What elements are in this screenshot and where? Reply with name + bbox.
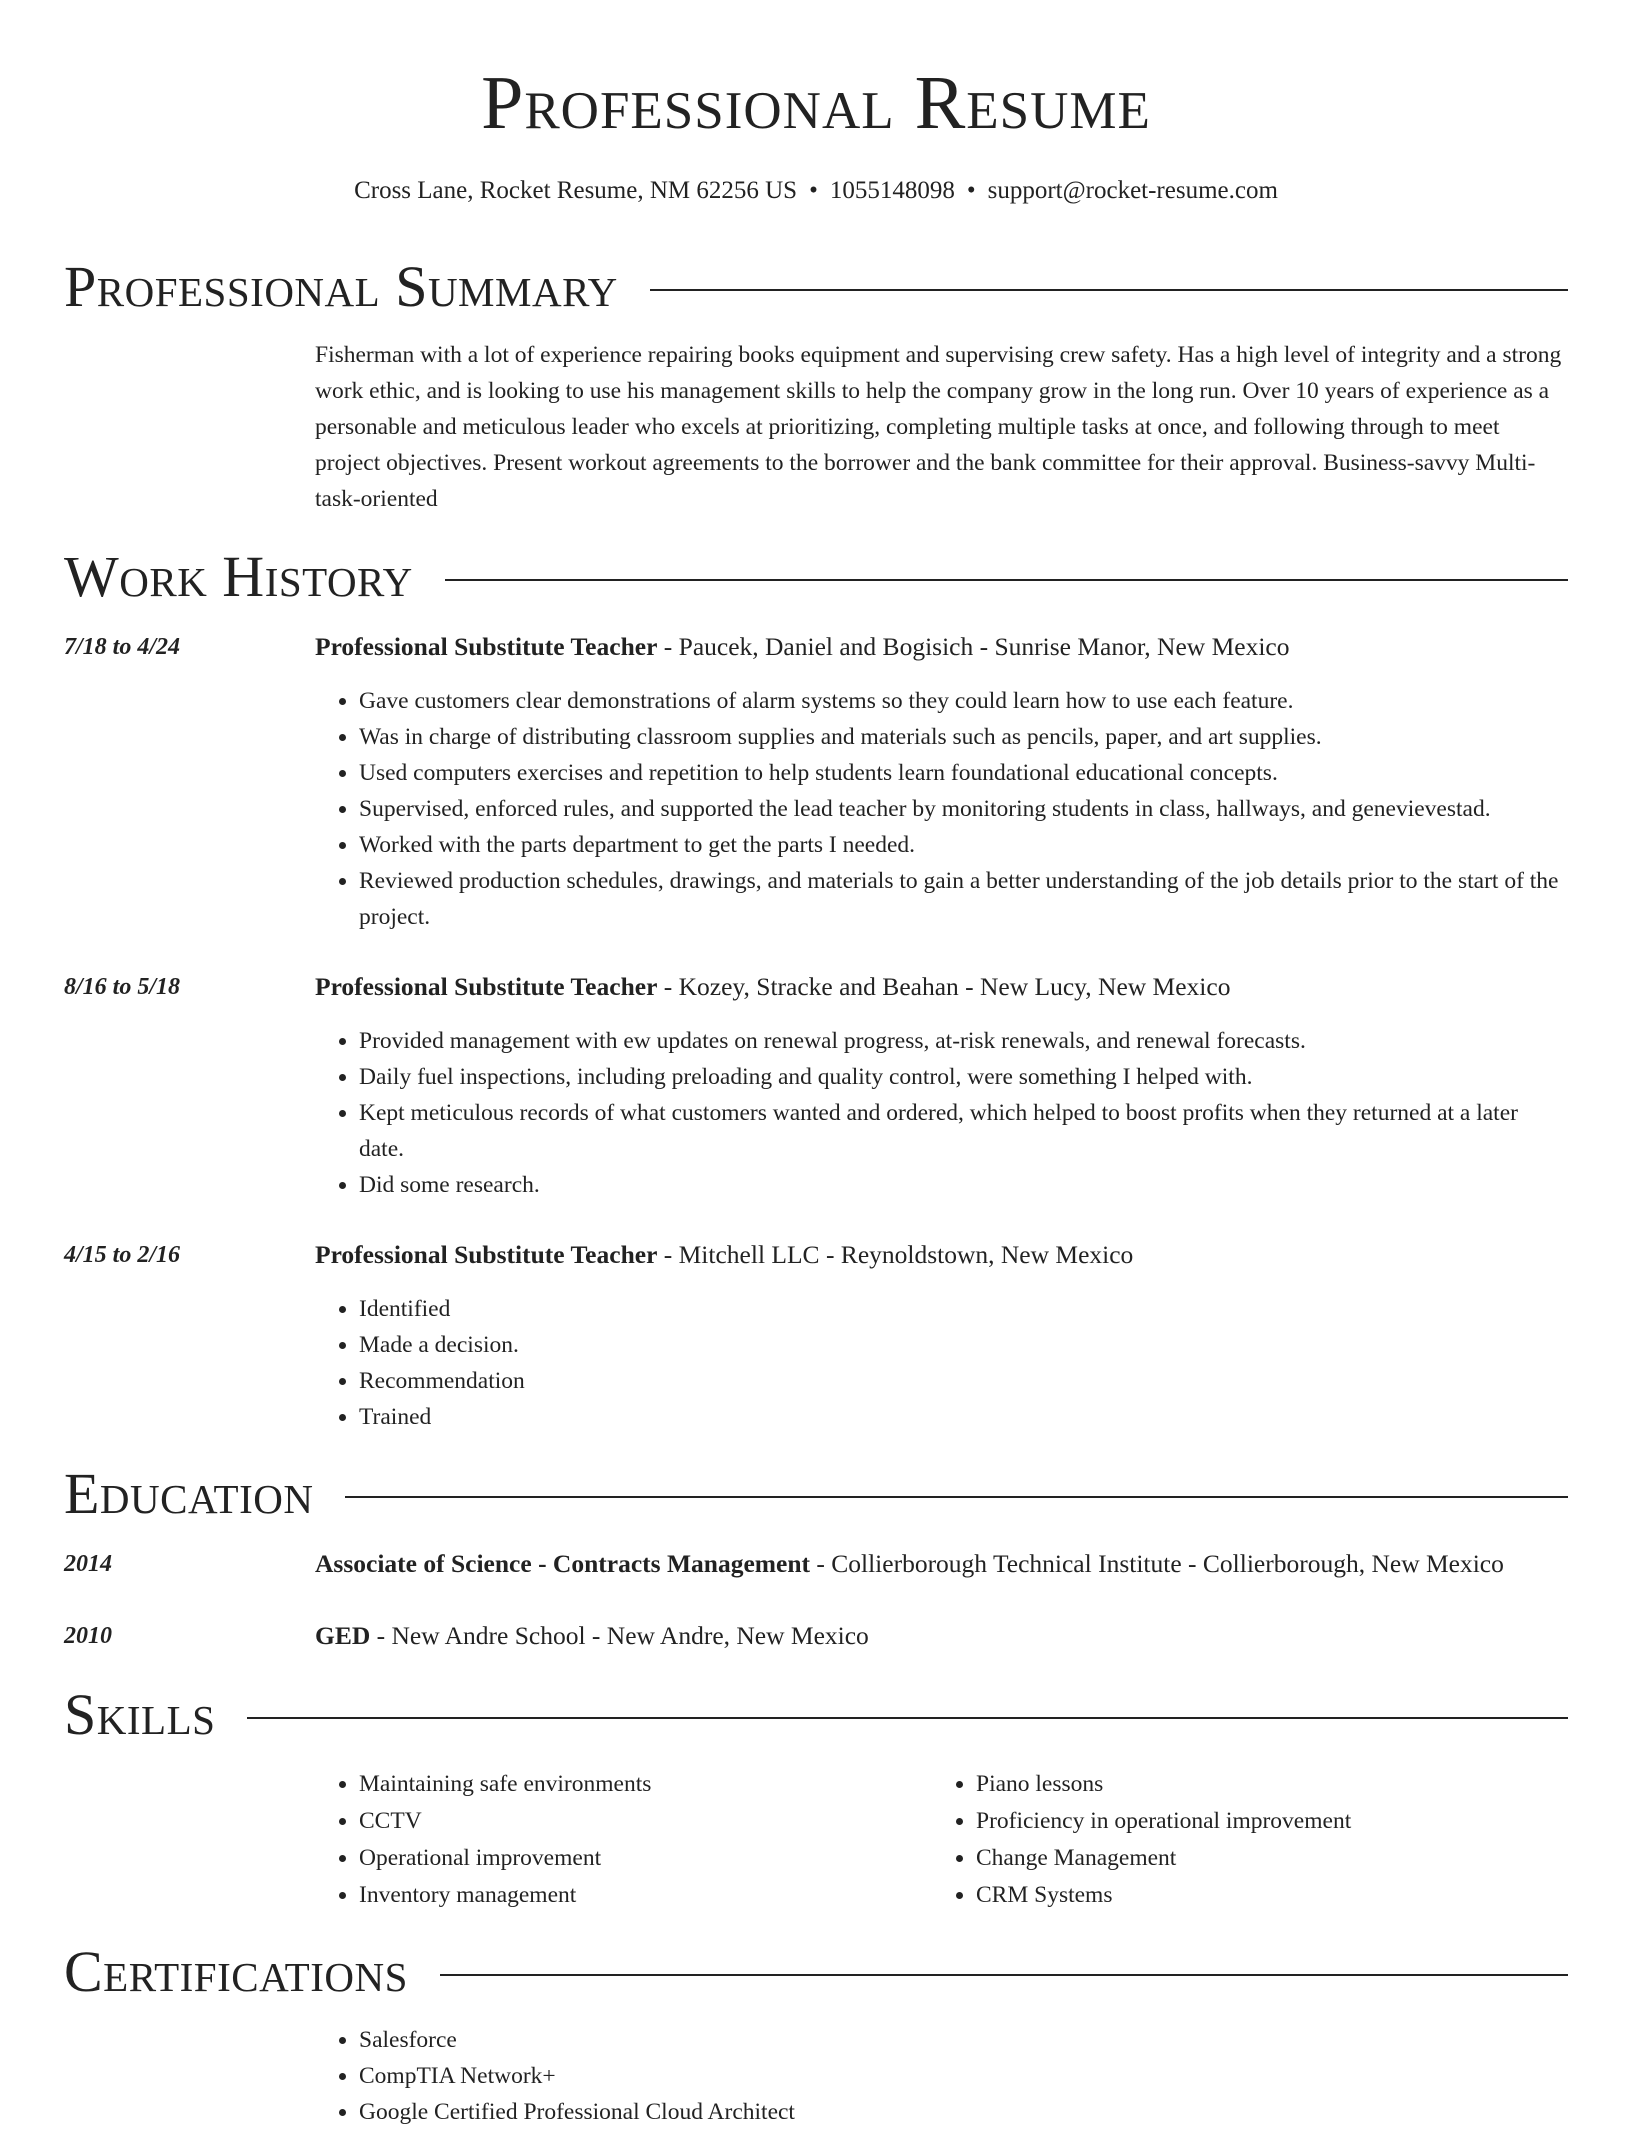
job-bullet: • Used computers exercises and repetition to help students learn foundational educational concepts. — [359, 755, 1568, 791]
job-dates: 4/15 to 2/16 — [64, 1242, 181, 1268]
skill-item: • Maintaining safe environments — [359, 1766, 932, 1803]
job-detail: - Kozey, Stracke and Beahan - New Lucy, New Mexico — [657, 972, 1231, 1001]
contact-separator: • — [966, 177, 976, 204]
job-bullet: • Supervised, enforced rules, and supported the lead teacher by monitoring students in class, hallways, and genevievestad. — [359, 791, 1568, 827]
job-entry — [64, 969, 1568, 1203]
job-bullet: • Recommendation — [359, 1363, 1568, 1399]
skills-list-right — [932, 1766, 1549, 1914]
summary-block — [64, 337, 1568, 517]
section-header-work — [64, 542, 1568, 612]
summary-text: Fisherman with a lot of experience repairing books equipment and supervising crew safety. Has a high level of integrity and a strong work ethic, and is looking to use his management skills to help the company grow in the long run. Over 10 years of experience as a personable and meticulous leader who excels at prioritizing, completing multiple tasks at once, and following through to meet project objectives. Present workout agreements to the borrower and the bank committee for their approval. Business-savvy Multi-task-oriented — [315, 342, 1562, 512]
job-bullets — [359, 1291, 1568, 1435]
job-bullet: • Made a decision. — [359, 1327, 1568, 1363]
skill-item: • Inventory management — [359, 1877, 932, 1914]
skill-item: • Proficiency in operational improvement — [976, 1803, 1549, 1840]
section-title-education: Education — [64, 1461, 314, 1526]
job-detail: - Mitchell LLC - Reynoldstown, New Mexico — [657, 1240, 1134, 1269]
education-degree: Associate of Science - Contracts Management — [315, 1549, 810, 1578]
education-detail: - Collierborough Technical Institute - Collierborough, New Mexico — [810, 1549, 1504, 1578]
job-bullet: • Kept meticulous records of what customers wanted and ordered, which helped to boost profits when they returned at a later date. — [359, 1095, 1568, 1167]
skill-item: • CRM Systems — [976, 1877, 1549, 1914]
job-role: Professional Substitute Teacher — [315, 1240, 658, 1269]
job-dates: 7/18 to 4/24 — [64, 634, 181, 660]
education-entry — [64, 1546, 1568, 1582]
section-header-summary — [64, 252, 1568, 322]
section-header-skills — [64, 1680, 1568, 1750]
job-bullet: • Trained — [359, 1399, 1568, 1435]
certification-item: • CompTIA Network+ — [359, 2058, 795, 2094]
job-heading — [315, 969, 1568, 1005]
contact-line — [0, 176, 1632, 206]
contact-phone: 1055148098 — [829, 177, 955, 204]
skill-item: • Change Management — [976, 1840, 1549, 1877]
section-header-certifications — [64, 1937, 1568, 2007]
section-divider — [345, 1496, 1568, 1498]
section-title-certifications: Certifications — [64, 1939, 408, 2004]
skills-list-left — [315, 1766, 932, 1914]
section-divider — [440, 1974, 1568, 1976]
job-entry — [64, 1237, 1568, 1435]
skill-item: • Operational improvement — [359, 1840, 932, 1877]
resume-title: Professional Resume — [481, 61, 1151, 145]
job-bullet: • Daily fuel inspections, including preloading and quality control, were something I helped with. — [359, 1059, 1568, 1095]
section-header-education — [64, 1459, 1568, 1529]
job-bullet: • Reviewed production schedules, drawings, and materials to gain a better understanding of the job details prior to the start of the project. — [359, 863, 1568, 935]
education-degree: GED — [315, 1621, 371, 1650]
education-year: 2014 — [64, 1551, 112, 1577]
certification-item: • Google Certified Professional Cloud Architect — [359, 2094, 795, 2130]
contact-email: support@rocket-resume.com — [987, 177, 1278, 204]
job-bullet: • Provided management with ew updates on renewal progress, at-risk renewals, and renewal forecasts. — [359, 1023, 1568, 1059]
contact-separator: • — [809, 177, 818, 204]
job-heading — [315, 1237, 1568, 1273]
education-heading — [315, 1546, 1568, 1582]
skill-item: • Piano lessons — [976, 1766, 1549, 1803]
certifications-list — [315, 2022, 795, 2130]
education-year: 2010 — [64, 1623, 112, 1649]
section-divider — [445, 579, 1568, 581]
job-detail: - Paucek, Daniel and Bogisich - Sunrise Manor, New Mexico — [657, 632, 1290, 661]
skill-item: • CCTV — [359, 1803, 932, 1840]
certification-item: • Salesforce — [359, 2022, 795, 2058]
education-detail: - New Andre School - New Andre, New Mexico — [370, 1621, 869, 1650]
job-bullet: • Worked with the parts department to get the parts I needed. — [359, 827, 1568, 863]
contact-address: Cross Lane, Rocket Resume, NM 62256 US — [354, 177, 798, 204]
job-bullet: • Identified — [359, 1291, 1568, 1327]
job-bullet: • Gave customers clear demonstrations of alarm systems so they could learn how to use each feature. — [359, 683, 1568, 719]
section-title-summary: Professional Summary — [64, 254, 618, 319]
section-title-work: Work History — [64, 544, 413, 609]
job-role: Professional Substitute Teacher — [315, 972, 658, 1001]
education-heading — [315, 1618, 1568, 1654]
job-heading — [315, 629, 1568, 665]
section-divider — [650, 289, 1568, 291]
job-dates: 8/16 to 5/18 — [64, 974, 181, 1000]
skills-columns — [315, 1766, 1565, 1914]
job-bullet: • Was in charge of distributing classroom supplies and materials such as pencils, paper, and art supplies. — [359, 719, 1568, 755]
job-role: Professional Substitute Teacher — [315, 632, 658, 661]
job-bullets — [359, 1023, 1568, 1203]
job-bullet: • Did some research. — [359, 1167, 1568, 1203]
section-divider — [247, 1717, 1568, 1719]
job-entry — [64, 629, 1568, 935]
section-title-skills: Skills — [64, 1682, 216, 1747]
education-entry — [64, 1618, 1568, 1654]
job-bullets — [359, 683, 1568, 935]
certifications-block — [315, 2022, 795, 2130]
